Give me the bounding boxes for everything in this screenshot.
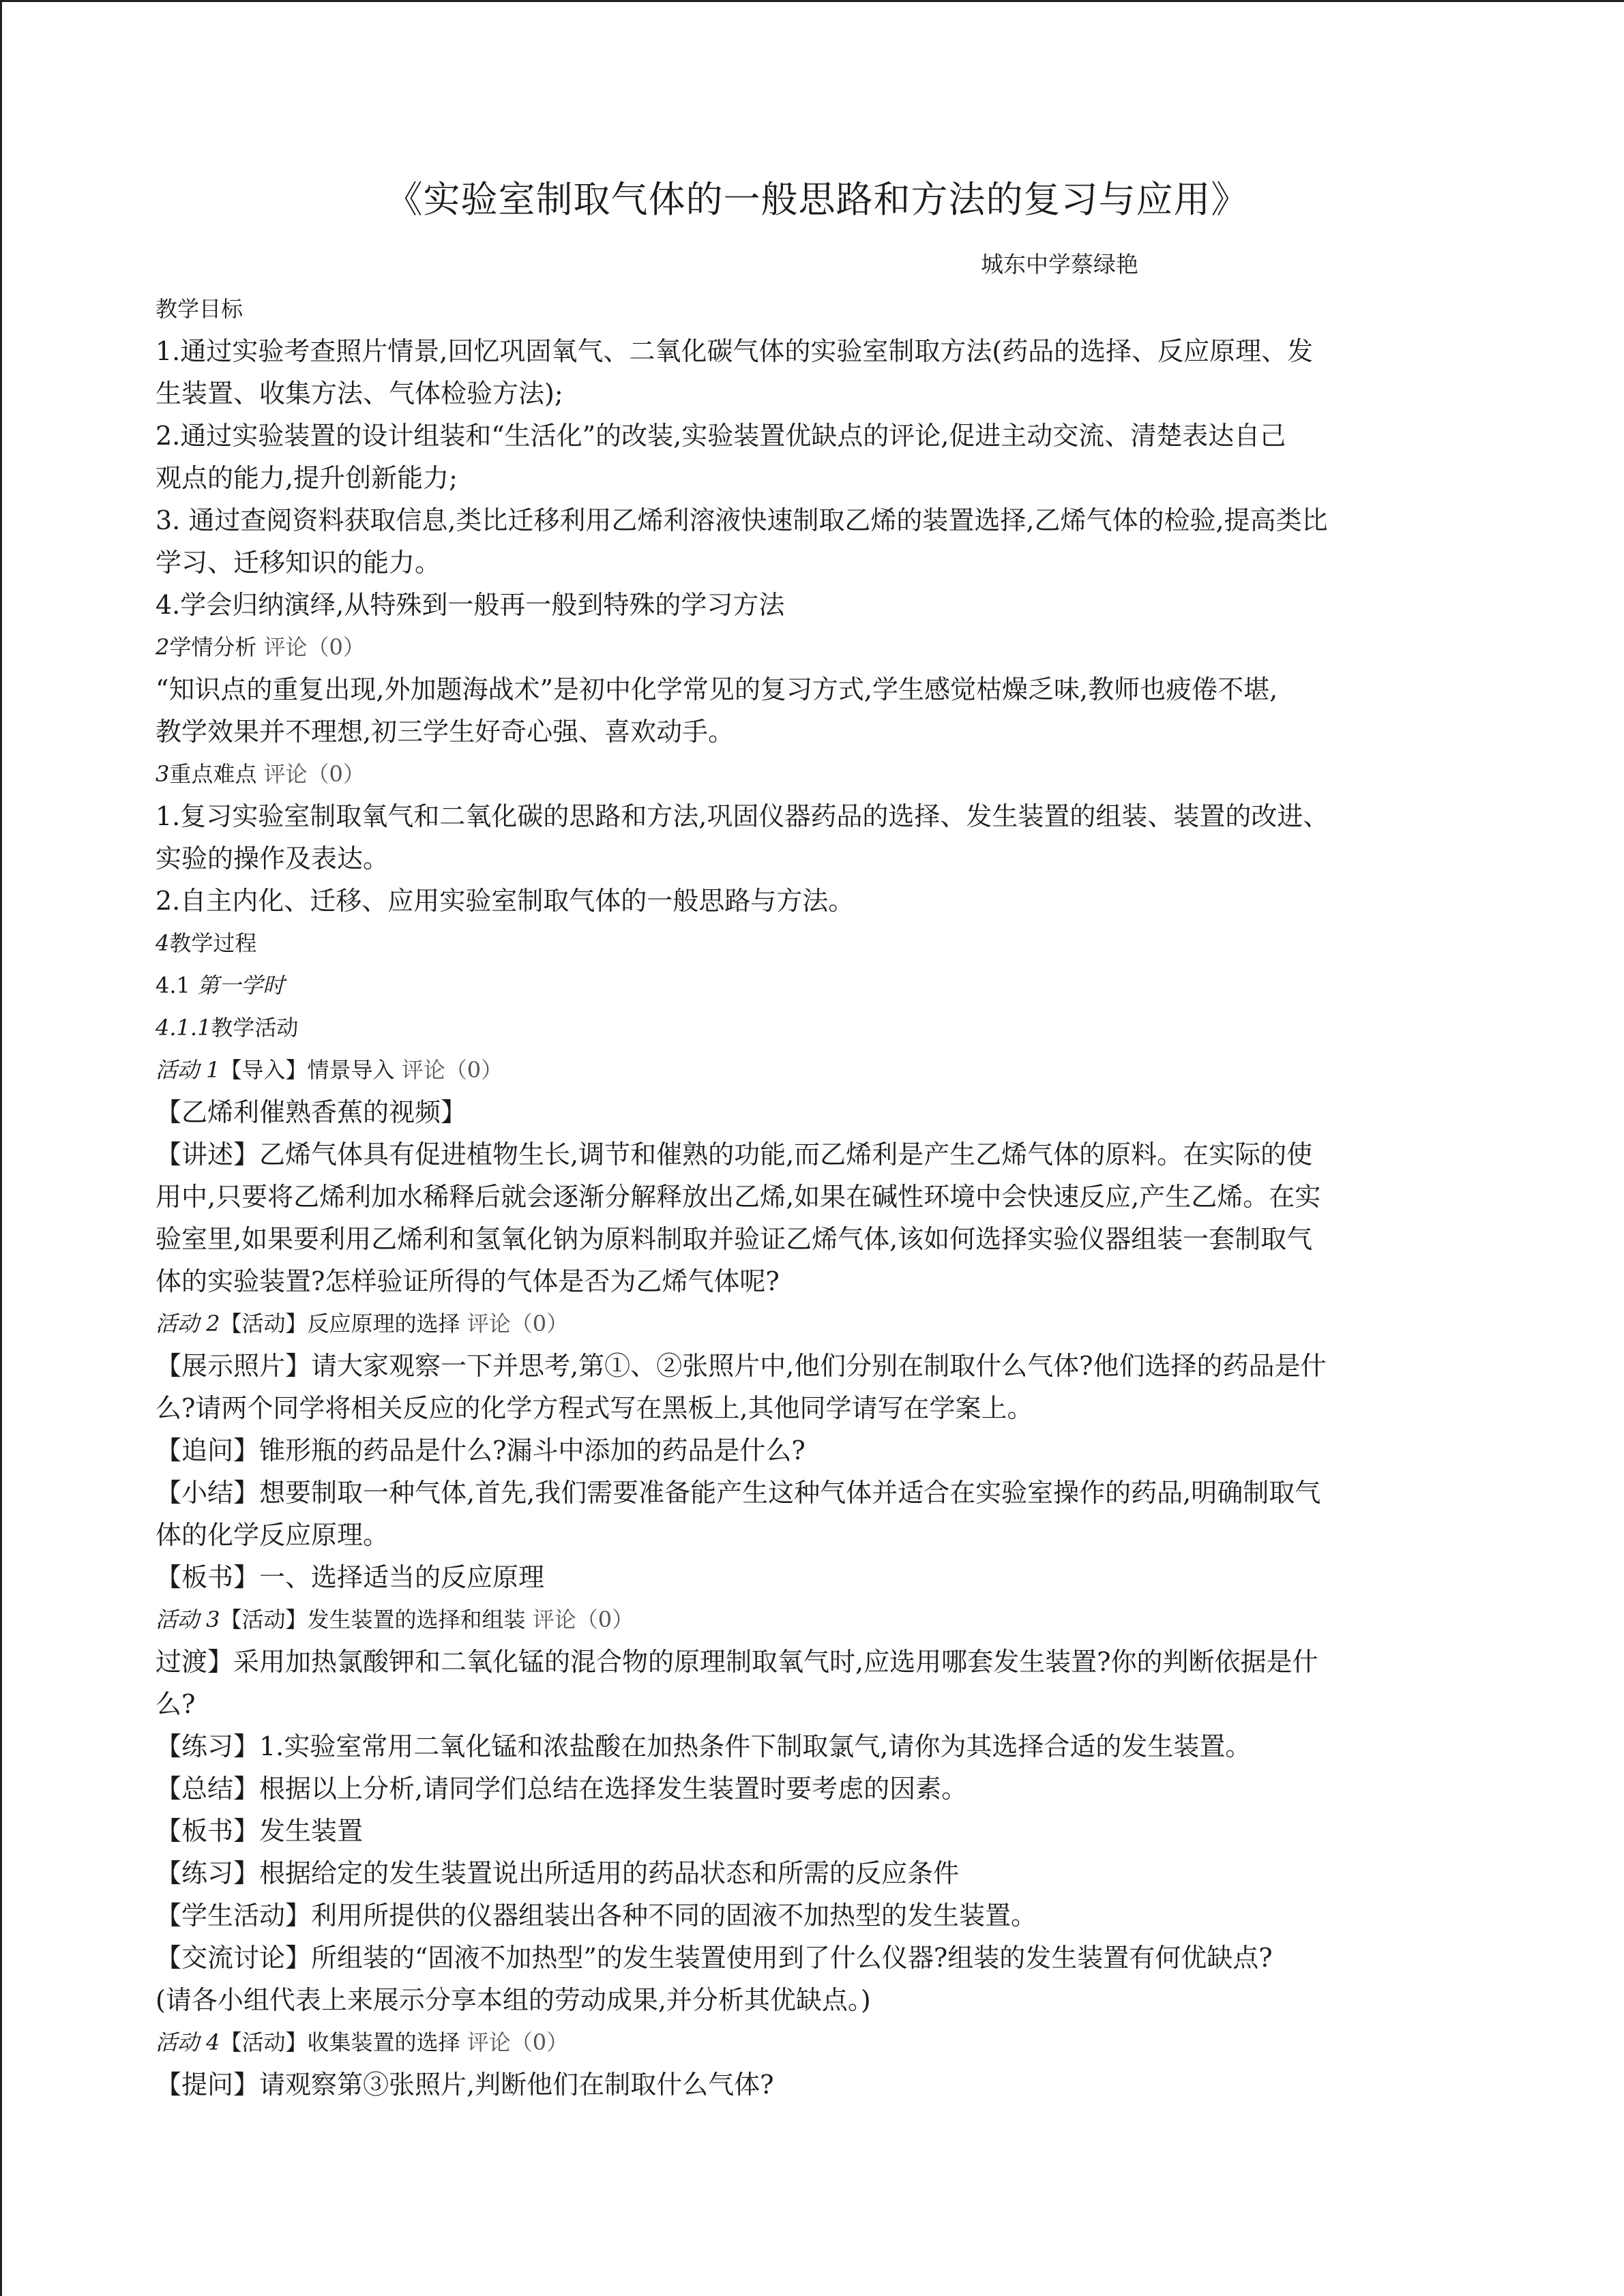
document-body	[156, 288, 1479, 2106]
paragraph-line: 2.通过实验装置的设计组装和“生活化”的改装,实验装置优缺点的评论,促进主动交流、清楚表达自己	[156, 421, 1286, 451]
paragraph-line: 【提问】请观察第③张照片,判断他们在制取什么气体?	[156, 2070, 774, 2100]
section-heading	[156, 922, 1479, 964]
paragraph-line: 【追问】锥形瓶的药品是什么?漏斗中添加的药品是什么?	[156, 1435, 806, 1465]
section-heading	[156, 288, 1479, 330]
paragraph-line: 【交流讨论】所组装的“固液不加热型”的发生装置使用到了什么仪器?组装的发生装置有何优缺点?	[156, 1943, 1273, 1973]
paragraph-line: 【展示照片】请大家观察一下并思考,第①、②张照片中,他们分别在制取什么气体?他们选择的药品是什	[156, 1351, 1327, 1381]
paragraph-line: “知识点的重复出现,外加题海战术”是初中化学常见的复习方式,学生感觉枯燥乏味,教师也疲倦不堪,	[156, 674, 1278, 704]
heading-text: 4.1	[156, 972, 198, 998]
paragraph-line: 生装置、收集方法、气体检验方法);	[156, 378, 563, 408]
paragraph-line: 【学生活动】利用所提供的仪器组装出各种不同的固液不加热型的发生装置。	[156, 1900, 1037, 1930]
comment-link[interactable]: 评论（0）	[460, 2029, 569, 2055]
heading-text: 教学过程	[169, 930, 257, 956]
page-border-left	[0, 0, 2, 2296]
paragraph-line: 么?	[156, 1689, 196, 1719]
paragraph-line: 4.学会归纳演绎,从特殊到一般再一般到特殊的学习方法	[156, 590, 785, 620]
paragraph-line: 过渡】采用加热氯酸钾和二氧化锰的混合物的原理制取氧气时,应选用哪套发生装置?你的判断依据是什	[156, 1647, 1318, 1677]
heading-number: 3	[156, 761, 170, 787]
section-heading	[156, 964, 1479, 1007]
author-line: 城东中学蔡绿艳	[981, 251, 1138, 278]
paragraph-line: 么?请两个同学将相关反应的化学方程式写在黑板上,其他同学请写在学案上。	[156, 1393, 1033, 1423]
paragraph-line: 实验的操作及表达。	[156, 844, 389, 874]
paragraph-line: 用中,只要将乙烯利加水稀释后就会逐渐分解释放出乙烯,如果在碱性环境中会快速反应,产生乙烯。在实	[156, 1182, 1321, 1212]
paragraph-line: 3. 通过查阅资料获取信息,类比迁移利用乙烯利溶液快速制取乙烯的装置选择,乙烯气体的检验,提高类比	[156, 505, 1328, 535]
section-heading	[156, 1007, 1479, 1049]
paragraph-line: 教学效果并不理想,初三学生好奇心强、喜欢动手。	[156, 717, 735, 747]
heading-text: 【活动】发生装置的选择和组装	[220, 1607, 526, 1632]
document-title: 《实验室制取气体的一般思路和方法的复习与应用》	[385, 178, 1249, 221]
paragraph-line: 体的化学反应原理。	[156, 1520, 389, 1550]
paragraph-line: 【小结】想要制取一种气体,首先,我们需要准备能产生这种气体并适合在实验室操作的药品,明确制取气	[156, 1478, 1321, 1508]
comment-link[interactable]: 评论（0）	[256, 634, 365, 660]
paragraph-line: 体的实验装置?怎样验证所得的气体是否为乙烯气体呢?	[156, 1266, 780, 1296]
page-border-top	[0, 0, 1624, 2]
comment-link[interactable]: 评论（0）	[256, 761, 365, 787]
heading-text: 重点难点	[169, 761, 257, 787]
heading-text: 教学目标	[156, 296, 243, 322]
heading-subtitle: 第一学时	[197, 972, 285, 998]
heading-number: 活动 4	[156, 2029, 220, 2055]
heading-text: 【活动】收集装置的选择	[220, 2029, 460, 2055]
paragraph-line: 观点的能力,提升创新能力;	[156, 463, 458, 493]
section-heading	[156, 626, 1479, 668]
paragraph-line: 【讲述】乙烯气体具有促进植物生长,调节和催熟的功能,而乙烯利是产生乙烯气体的原料。在实际的使	[156, 1139, 1313, 1169]
heading-text: 教学活动	[211, 1015, 299, 1041]
heading-number: 4	[156, 930, 170, 956]
paragraph-line: 【板书】一、选择适当的反应原理	[156, 1562, 545, 1592]
comment-link[interactable]: 评论（0）	[460, 1311, 569, 1337]
section-heading	[156, 1302, 1479, 1345]
section-heading	[156, 2021, 1479, 2063]
paragraph-line: 2.自主内化、迁移、应用实验室制取气体的一般思路与方法。	[156, 886, 855, 916]
heading-text: 【导入】情景导入	[220, 1057, 395, 1083]
paragraph-line: 【乙烯利催熟香蕉的视频】	[156, 1097, 467, 1127]
heading-number: 2	[156, 634, 170, 660]
heading-number: 活动 1	[156, 1057, 220, 1083]
paragraph-line: 验室里,如果要利用乙烯利和氢氧化钠为原料制取并验证乙烯气体,该如何选择实验仪器组装一套制取气	[156, 1224, 1313, 1254]
paragraph-line: 1.通过实验考查照片情景,回忆巩固氧气、二氧化碳气体的实验室制取方法(药品的选择、反应原理、发	[156, 336, 1314, 366]
section-heading	[156, 1049, 1479, 1091]
heading-number: 4.1.1	[156, 1015, 211, 1041]
paragraph-line: (请各小组代表上来展示分享本组的劳动成果,并分析其优缺点。)	[156, 1985, 871, 2015]
comment-link[interactable]: 评论（0）	[394, 1057, 503, 1083]
section-heading	[156, 1598, 1479, 1641]
paragraph-line: 1.复习实验室制取氧气和二氧化碳的思路和方法,巩固仪器药品的选择、发生装置的组装、装置的改进、	[156, 801, 1329, 831]
comment-link[interactable]: 评论（0）	[525, 1607, 634, 1632]
paragraph-line: 【练习】1.实验室常用二氧化锰和浓盐酸在加热条件下制取氯气,请你为其选择合适的发生装置。	[156, 1731, 1252, 1761]
paragraph-line: 【板书】发生装置	[156, 1816, 364, 1846]
paragraph-line: 【总结】根据以上分析,请同学们总结在选择发生装置时要考虑的因素。	[156, 1774, 968, 1804]
paragraph-line: 【练习】根据给定的发生装置说出所适用的药品状态和所需的反应条件	[156, 1858, 960, 1888]
paragraph-line: 学习、迁移知识的能力。	[156, 548, 441, 578]
section-heading	[156, 753, 1479, 795]
heading-text: 学情分析	[169, 634, 257, 660]
heading-number: 活动 3	[156, 1607, 220, 1632]
heading-number: 活动 2	[156, 1311, 220, 1337]
heading-text: 【活动】反应原理的选择	[220, 1311, 460, 1337]
